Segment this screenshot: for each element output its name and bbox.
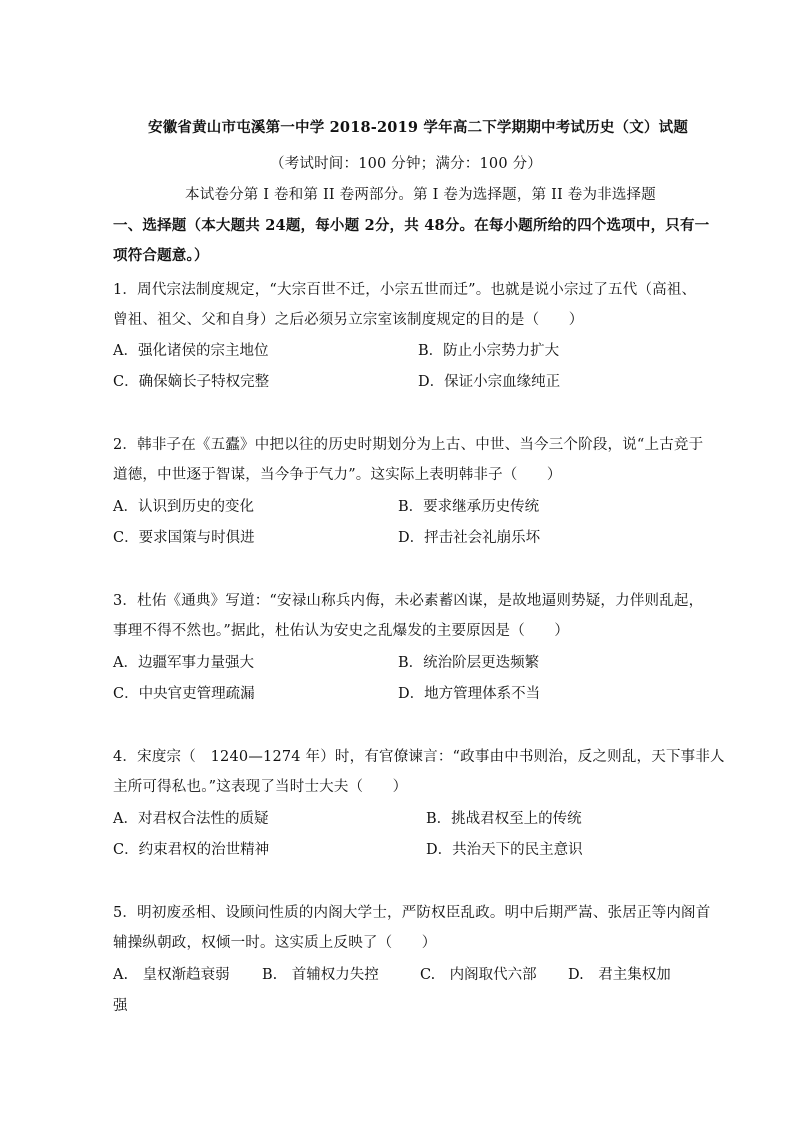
- section-heading-cont: 项符合题意。）: [113, 247, 209, 264]
- question-5-option-d: D. 君主集权加: [568, 967, 671, 983]
- question-1-option-a: A．强化诸侯的宗主地位: [113, 343, 269, 359]
- question-4-text: 4．宋度宗（ 1240—1274 年）时，有官僚谏言：“政事由中书则治，反之则乱，天下事非人: [113, 749, 725, 765]
- question-3-option-c: C．中央官吏管理疏漏: [113, 686, 255, 702]
- question-5-option-b: B. 首辅权力失控: [262, 967, 379, 983]
- question-2-text: 2．韩非子在《五蠹》中把以往的历史时期划分为上古、中世、当今三个阶段，说“上古竞于: [113, 437, 704, 453]
- question-2-option-d: D．抨击社会礼崩乐坏: [398, 530, 541, 546]
- question-1-option-d: D．保证小宗血缘纯正: [418, 374, 561, 390]
- question-3-text-cont: 事理不得不然也。”据此，杜佑认为安史之乱爆发的主要原因是（ ）: [113, 623, 570, 639]
- question-2-option-c: C．要求国策与时俱进: [113, 530, 255, 546]
- question-5-option-c: C. 内阁取代六部: [420, 967, 537, 983]
- instructions: 本试卷分第 I 卷和第 II 卷两部分。第 I 卷为选择题，第 II 卷为非选择题: [185, 187, 656, 203]
- question-4-option-c: C．约束君权的治世精神: [113, 842, 270, 858]
- question-4-option-a: A．对君权合法性的质疑: [113, 811, 269, 827]
- question-2-text-cont: 道德，中世逐于智谋，当今争于气力”。这实际上表明韩非子（ ）: [113, 467, 562, 483]
- question-3-text: 3．杜佑《通典》写道：“安禄山称兵内侮，未必素蓄凶谋，是故地逼则势疑，力伴则乱起，: [113, 593, 704, 609]
- question-2-option-a: A．认识到历史的变化: [113, 499, 254, 515]
- question-4-option-d: D．共治天下的民主意识: [426, 842, 583, 858]
- question-3-option-a: A．边疆军事力量强大: [113, 655, 254, 671]
- question-1-text: 1．周代宗法制度规定，“大宗百世不迁，小宗五世而迁”。也就是说小宗过了五代（高祖、: [113, 282, 697, 298]
- question-1-option-c: C．确保嫡长子特权完整: [113, 374, 270, 390]
- question-5-option-a: A. 皇权渐趋衰弱: [113, 967, 230, 983]
- question-4-option-b: B．挑战君权至上的传统: [426, 811, 582, 827]
- question-5-text: 5．明初废丞相、设顾问性质的内阁大学士，严防权臣乱政。明中后期严嵩、张居正等内阁首: [113, 905, 711, 921]
- question-2-option-b: B．要求继承历史传统: [398, 499, 540, 515]
- exam-info: （考试时间：100 分钟；满分：100 分）: [270, 156, 542, 172]
- question-5-option-d-wrap: 强: [113, 998, 128, 1014]
- question-3-option-b: B．统治阶层更迭频繁: [398, 655, 540, 671]
- question-4-text-cont: 主所可得私也。”这表现了当时士大夫（ ）: [113, 779, 408, 795]
- question-1-text-cont: 曾祖、祖父、父和自身）之后必须另立宗室该制度规定的目的是（ ）: [113, 312, 584, 328]
- section-heading: 一、选择题（本大题共 24题，每小题 2分，共 48分。在每小题所给的四个选项中，只有一: [113, 217, 710, 234]
- exam-title: 安徽省黄山市屯溪第一中学 2018-2019 学年高二下学期期中考试历史（文）试题: [148, 119, 689, 136]
- question-3-option-d: D．地方管理体系不当: [398, 686, 541, 702]
- question-1-option-b: B．防止小宗势力扩大: [418, 343, 560, 359]
- question-5-text-cont: 辅操纵朝政，权倾一时。这实质上反映了（ ）: [113, 935, 437, 951]
